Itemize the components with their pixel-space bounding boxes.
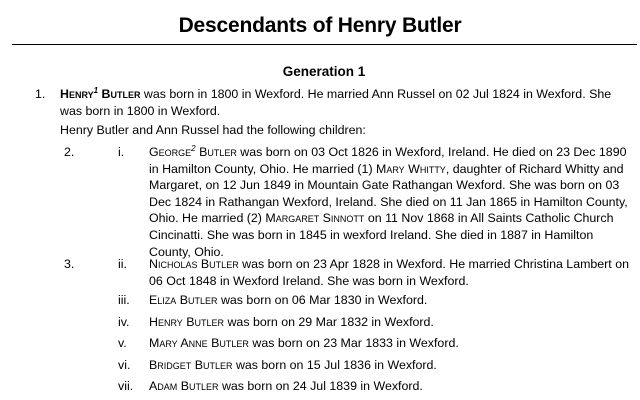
title-divider [12,44,637,45]
child-surname: Butler [200,257,239,271]
children-intro: Henry Butler and Ann Russel had the following children: [60,123,366,137]
document-title: Descendants of Henry Butler [178,14,462,37]
child-roman-number: v. [118,336,127,350]
child-roman-number: vi. [118,358,131,372]
child-surname: Butler [186,315,225,329]
child-given-name: George [149,145,192,159]
child-description [149,144,634,260]
child-generation-number: 2. [64,145,75,159]
person-text: was born in 1800 in Wexford. He married Ann Russel on 02 Jul 1824 in Wexford. She was born in 1800 in Wexford. [60,87,612,118]
person-name [60,87,140,101]
person-surname: Butler [101,87,141,101]
child-text-0: was born on 03 Oct 1826 in Wexford, Ireland. He died on 23 Dec 1890 in Hamilton County, Ohio. He married (1) [149,145,627,176]
child-roman-number: ii. [118,257,127,271]
child-roman-number: iv. [118,315,130,329]
child-roman-number: iii. [118,293,130,307]
child-roman-number: i. [118,145,125,159]
child-text-0: was born on 29 Mar 1832 in Wexford. [224,315,434,329]
child-given-name: Nicholas [149,257,198,271]
child-text-0: was born on 06 Mar 1830 in Wexford. [217,293,428,307]
child-description [149,314,634,331]
child-generation-number: 3. [64,257,75,271]
child-given-name: Mary Anne [149,336,208,350]
child-surname: Butler [199,145,237,159]
child-roman-number: vii. [118,379,134,393]
child-text-2: , daughter of Richard Whitty and Margaret, on 12 Jun 1849 in Mountain Gate Rathangan Wexford. She was born on 03 Dec 1824 in Rathangan Wexford, Ireland. She died on 11 Jan 1865 in Hamilton County, Ohio. He married (2) [149,161,628,226]
child-given-name: Eliza [149,293,177,307]
child-text-0: was born on 23 Mar 1833 in Wexford. [248,336,459,350]
child-description [149,292,634,309]
child-surname: Butler [179,293,218,307]
person-superscript: 1 [93,86,99,95]
child-description [149,378,634,395]
spouse-name-1: Mary Whitty [376,161,446,176]
person-number: 1. [35,87,46,101]
generation-heading: Generation 1 [282,64,366,79]
child-given-name: Adam [149,379,178,393]
child-text-0: was born on 15 Jul 1836 in Wexford. [232,358,437,372]
child-surname: Butler [211,336,249,350]
child-superscript: 2 [191,144,196,153]
child-description [149,256,634,289]
person-given-name: Henry [60,87,94,101]
child-description [149,335,634,352]
child-text-4: on 11 Nov 1868 in All Saints Catholic Church Cincinatti. She was born in 1845 in wexford Ireland. She died in 1887 in Hamilton County, Ohio. [149,211,614,259]
child-surname: Butler [180,379,219,393]
child-surname: Butler [194,358,233,372]
person-paragraph [60,86,630,119]
child-text-0: was born on 23 Apr 1828 in Wexford. He married Christina Lambert on 06 Oct 1848 in Wexford Ireland. She was born in Wexford. [149,257,629,288]
child-given-name: Bridget [149,358,192,372]
child-description [149,357,634,374]
child-text-0: was born on 24 Jul 1839 in Wexford. [218,379,423,393]
child-given-name: Henry [149,315,183,329]
spouse-name-2: Margaret Sinnott [265,211,365,226]
